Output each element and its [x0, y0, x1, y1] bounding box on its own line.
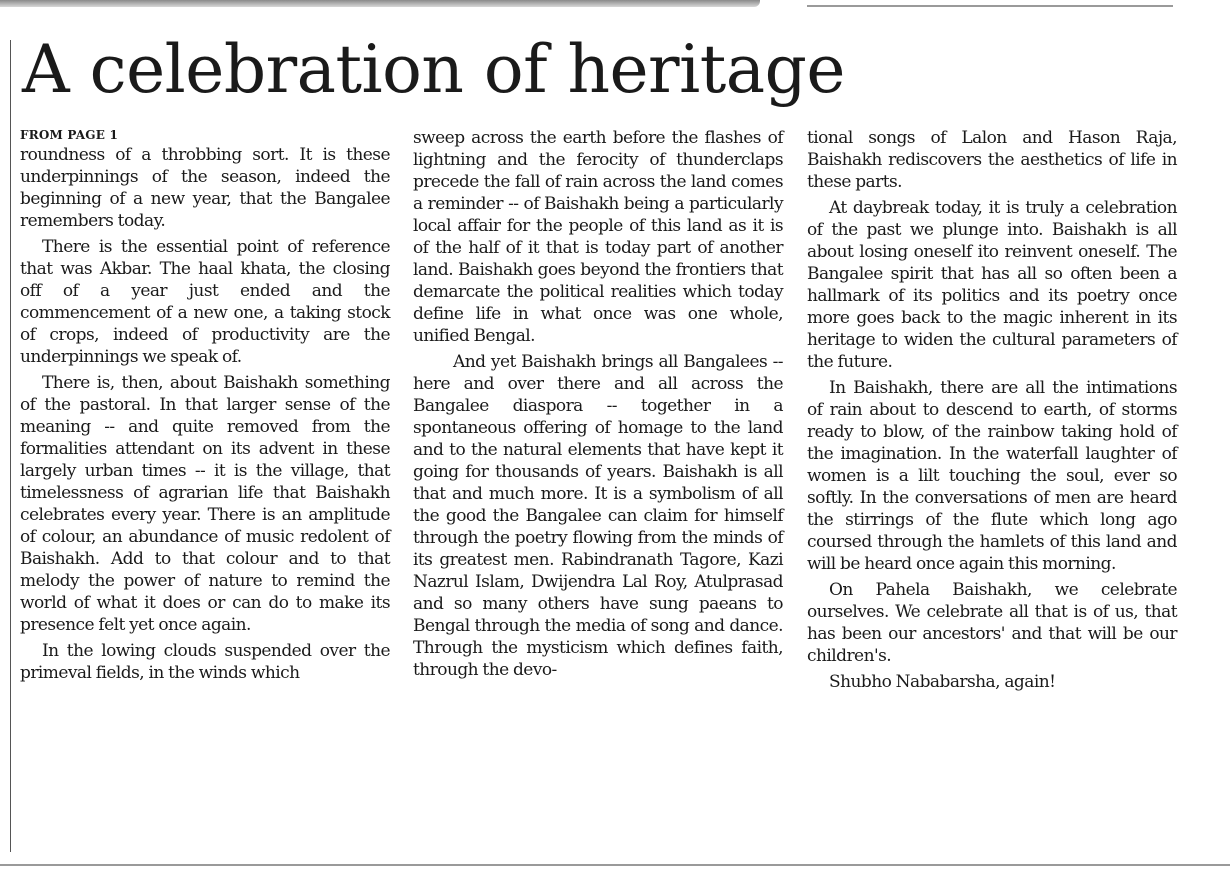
- paragraph: And yet Baishakh brings all Bangalees -- here and over there and all across the Bangalee diaspora -- together in a spontaneous offering of homage to the land and to the natural elements that have kept it going for thousands of years. Baishakh is all that and much more. It is a symbolism of all the good the Bangalee can claim for himself through the poetry flowing from the minds of its greatest men. Rabindranath Tagore, Kazi Nazrul Islam, Dwijendra Lal Roy, Atulprasad and so many others have sung paeans to Bengal through the media of song and dance. Through the mysticism which defines faith, through the devo-: [413, 352, 783, 680]
- paragraph: roundness of a throbbing sort. It is these underpinnings of the season, indeed the beginning of a new year, that the Bangalee remembers today.: [20, 145, 390, 231]
- article-headline: A celebration of heritage: [22, 31, 845, 108]
- left-column-rule: [10, 40, 11, 852]
- paragraph: On Pahela Baishakh, we celebrate ourselves. We celebrate all that is of us, that has been our ancestors' and that will be our children's.: [807, 580, 1177, 666]
- paragraph: In the lowing clouds suspended over the primeval fields, in the winds which: [20, 641, 390, 683]
- paragraph: sweep across the earth before the flashes of lightning and the ferocity of thunderclaps precede the fall of rain across the land comes a reminder -- of Baishakh being a particularly local affair for the people of this land as it is of the half of it that is today part of another land. Baishakh goes beyond the frontiers that demarcate the political realities which today define life in what once was one whole, unified Bengal.: [413, 128, 783, 346]
- paragraph: There is the essential point of reference that was Akbar. The haal khata, the closing off of a year just ended and the commencement of a new one, a taking stock of crops, indeed of productivity are the underpinnings we speak of.: [20, 237, 390, 367]
- top-shade-bar: [0, 0, 760, 7]
- article-column-2: [413, 127, 783, 681]
- paragraph: There is, then, about Baishakh something of the pastoral. In that larger sense of the meaning -- and quite removed from the formalities attendant on its advent in these largely urban times -- it is the village, that timelessness of agrarian life that Baishakh celebrates every year. There is an amplitude of colour, an abundance of music redolent of Baishakh. Add to that colour and to that melody the power of nature to remind the world of what it does or can do to make its presence felt yet once again.: [20, 373, 390, 635]
- paragraph: tional songs of Lalon and Hason Raja, Baishakh rediscovers the aesthetics of life in these parts.: [807, 128, 1177, 192]
- bottom-rule: [0, 864, 1230, 866]
- closing-line: Shubho Nababarsha, again!: [829, 672, 1056, 692]
- paragraph: At daybreak today, it is truly a celebration of the past we plunge into. Baishakh is all about losing oneself ito reinvent oneself. The Bangalee spirit that has all so often been a hallmark of its politics and its poetry once more goes back to the magic inherent in its heritage to widen the cultural parameters of the future.: [807, 198, 1177, 372]
- paragraph: In Baishakh, there are all the intimations of rain about to descend to earth, of storms ready to blow, of the rainbow taking hold of the imagination. In the waterfall laughter of women is a lilt touching the soul, ever so softly. In the conversations of men are heard the stirrings of the flute which long ago coursed through the hamlets of this land and will be heard once again this morning.: [807, 378, 1177, 574]
- article-column-1: [20, 127, 390, 684]
- continuation-kicker: FROM PAGE 1: [20, 128, 118, 142]
- article-column-3: [807, 127, 1177, 693]
- top-rule: [807, 5, 1173, 7]
